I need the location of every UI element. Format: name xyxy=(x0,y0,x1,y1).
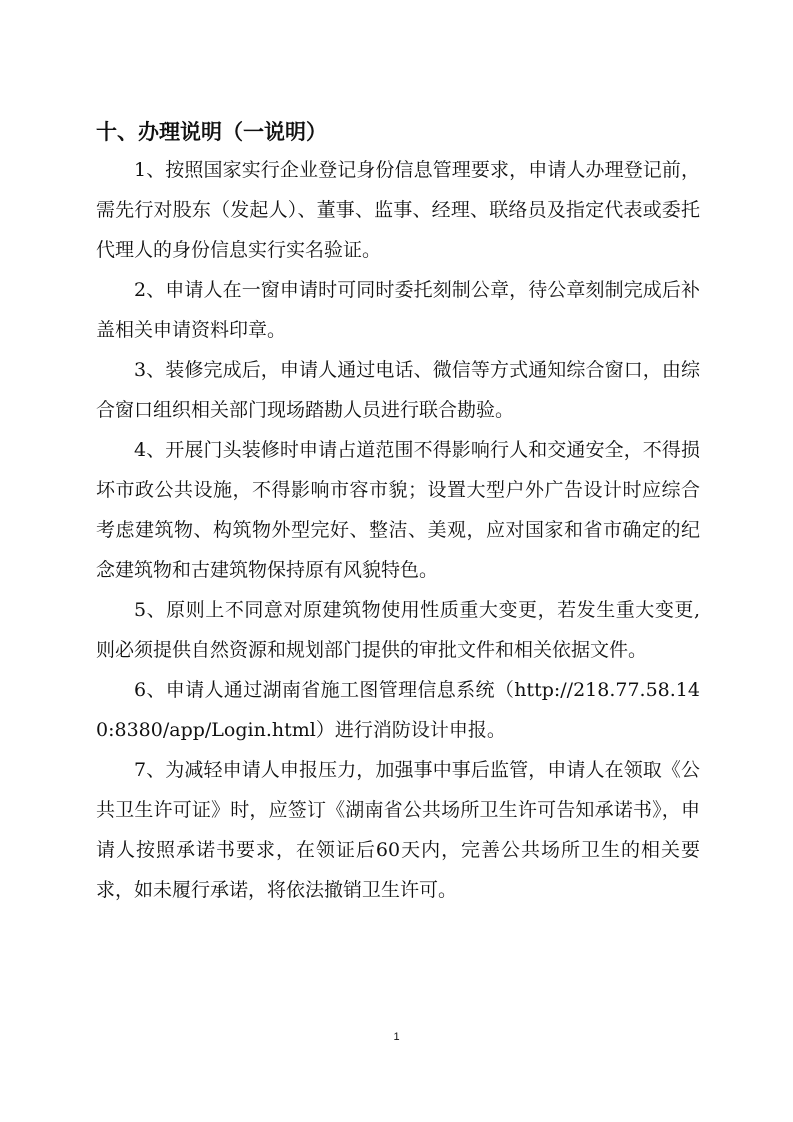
section-heading: 十、办理说明（一说明） xyxy=(96,120,327,144)
instruction-paragraph-6: 6、申请人通过湖南省施工图管理信息系统（http://218.77.58.140:8380/app/Login.html）进行消防设计申报。 xyxy=(96,679,700,741)
instruction-paragraph-2: 2、申请人在一窗申请时可同时委托刻制公章，待公章刻制完成后补盖相关申请资料印章。 xyxy=(96,279,700,341)
instruction-paragraph-4: 4、开展门头装修时申请占道范围不得影响行人和交通安全，不得损坏市政公共设施，不得影响市容市貌；设置大型户外广告设计时应综合考虑建筑物、构筑物外型完好、整洁、美观，应对国家和省市确定的纪念建筑物和古建筑物保持原有风貌特色。 xyxy=(96,439,700,581)
instruction-paragraph-1: 1、按照国家实行企业登记身份信息管理要求，申请人办理登记前，需先行对股东（发起人）、董事、监事、经理、联络员及指定代表或委托代理人的身份信息实行实名验证。 xyxy=(96,159,700,261)
instruction-paragraph-7: 7、为减轻申请人申报压力，加强事中事后监管，申请人在领取《公共卫生许可证》时，应签订《湖南省公共场所卫生许可告知承诺书》，申请人按照承诺书要求，在领证后60天内，完善公共场所卫生的相关要求，如未履行承诺，将依法撤销卫生许可。 xyxy=(96,759,700,901)
page-number: 1 xyxy=(393,1031,400,1043)
instructions-body xyxy=(96,150,700,910)
instruction-paragraph-5: 5、原则上不同意对原建筑物使用性质重大变更，若发生重大变更,则必须提供自然资源和规划部门提供的审批文件和相关依据文件。 xyxy=(96,599,700,661)
instruction-paragraph-3: 3、装修完成后，申请人通过电话、微信等方式通知综合窗口，由综合窗口组织相关部门现场踏勘人员进行联合勘验。 xyxy=(96,359,700,421)
